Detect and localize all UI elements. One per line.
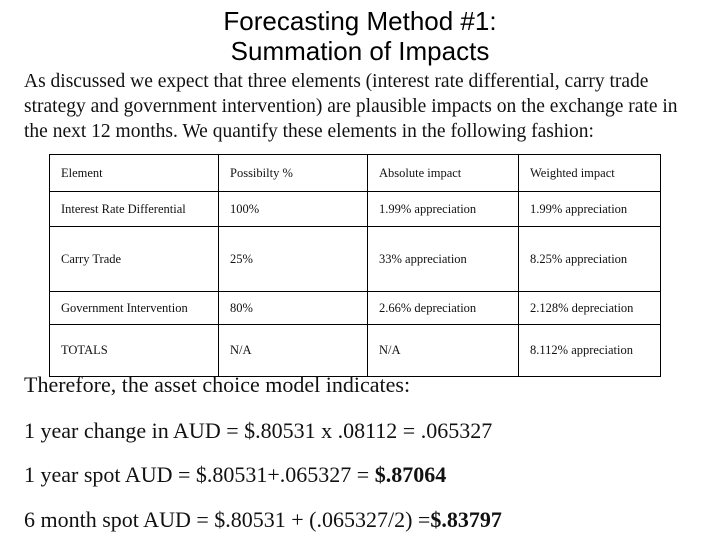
impacts-table — [49, 154, 661, 377]
table-cell: 80% — [219, 292, 368, 325]
table-cell: 25% — [219, 227, 368, 292]
table-cell: 8.25% appreciation — [519, 227, 661, 292]
table-cell: 1.99% appreciation — [368, 192, 519, 227]
table-cell: 100% — [219, 192, 368, 227]
table-cell: Interest Rate Differential — [50, 192, 219, 227]
table-cell: 33% appreciation — [368, 227, 519, 292]
table-row-government-intervention — [50, 292, 661, 325]
six-month-spot-result: $.83797 — [430, 507, 502, 532]
title-line-1: Forecasting Method #1: — [223, 6, 497, 36]
table-cell: 2.66% depreciation — [368, 292, 519, 325]
header-cell-weighted-impact: Weighted impact — [519, 155, 661, 192]
table-row-interest-rate — [50, 192, 661, 227]
conclusion-heading: Therefore, the asset choice model indicates: — [24, 372, 411, 397]
table-row-totals — [50, 325, 661, 377]
header-cell-absolute-impact: Absolute impact — [368, 155, 519, 192]
slide-title — [0, 6, 720, 66]
table-cell: Carry Trade — [50, 227, 219, 292]
six-month-spot-formula — [24, 507, 502, 533]
table-cell: N/A — [219, 325, 368, 377]
table-cell: 1.99% appreciation — [519, 192, 661, 227]
six-month-spot-expression: 6 month spot AUD = $.80531 + (.065327/2) = — [24, 507, 431, 532]
table-cell: N/A — [368, 325, 519, 377]
table-cell: 2.128% depreciation — [519, 292, 661, 325]
one-year-spot-formula — [24, 462, 446, 488]
table-cell: 8.112% appreciation — [519, 325, 661, 377]
title-line-2: Summation of Impacts — [230, 36, 490, 66]
one-year-spot-result: $.87064 — [374, 462, 447, 487]
one-year-spot-expression: 1 year spot AUD = $.80531+.065327 = — [24, 462, 375, 487]
table-row-carry-trade — [50, 227, 661, 292]
header-cell-possibility: Possibilty % — [219, 155, 368, 192]
table-header-row — [50, 155, 661, 192]
change-formula: 1 year change in AUD = $.80531 x .08112 = .065327 — [24, 418, 493, 443]
intro-paragraph: As discussed we expect that three elements (interest rate differential, carry trade strategy and government intervention) are plausible impacts on the exchange rate in the next 12 months. We quantify these elements in the following fashion: — [24, 71, 678, 142]
header-cell-element: Element — [50, 155, 219, 192]
table-cell: TOTALS — [50, 325, 219, 377]
table-cell: Government Intervention — [50, 292, 219, 325]
